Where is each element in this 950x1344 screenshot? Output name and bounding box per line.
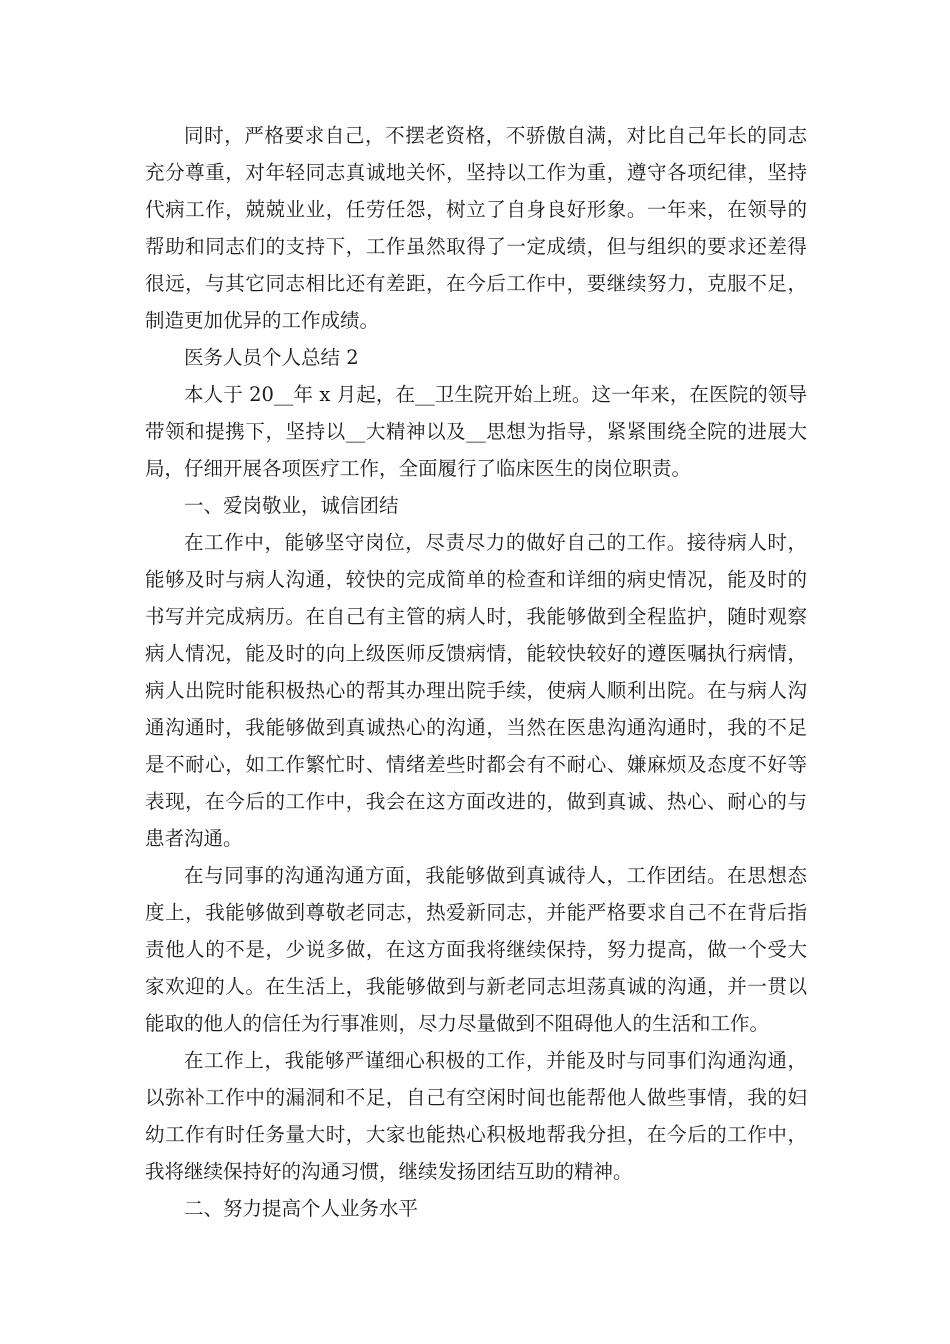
section-heading: 二、努力提高个人业务水平	[184, 1197, 419, 1220]
body-paragraph: 本人于 20__年 x 月起，在__卫生院开始上班。这一年来，在医院的领导带领和提携下，坚持以__大精神以及__思想为指导，紧紧围绕全院的进展大局，仔细开展各项医疗工作，全面履行了临床医生的岗位职责。	[145, 383, 807, 480]
body-paragraph: 在与同事的沟通沟通方面，我能够做到真诚待人，工作团结。在思想态度上，我能够做到尊敬老同志，热爱新同志，并能严格要求自己不在背后指责他人的不是，少说多做，在这方面我将继续保持，努力提高，做一个受大家欢迎的人。在生活上，我能够做到与新老同志坦荡真诚的沟通，并一贯以能取的他人的信任为行事准则，尽力尽量做到不阻碍他人的生活和工作。	[145, 864, 807, 1035]
body-paragraph: 在工作上，我能够严谨细心积极的工作，并能及时与同事们沟通沟通，以弥补工作中的漏洞和不足，自己有空闲时间也能帮他人做些事情，我的妇幼工作有时任务量大时，大家也能热心积极地帮我分担，在今后的工作中，我将继续保持好的沟通习惯，继续发扬团结互助的精神。	[145, 1049, 807, 1183]
body-paragraph: 同时，严格要求自己，不摆老资格，不骄傲自满，对比自己年长的同志充分尊重，对年轻同志真诚地关怀，坚持以工作为重，遵守各项纪律，坚持代病工作，兢兢业业，任劳任怨，树立了自身良好形象。一年来，在领导的帮助和同志们的支持下，工作虽然取得了一定成绩，但与组织的要求还差得很远，与其它同志相比还有差距，在今后工作中，要继续努力，克服不足，制造更加优异的工作成绩。	[145, 124, 807, 332]
section-heading: 一、爱岗敬业，诚信团结	[184, 494, 399, 517]
section-title: 医务人员个人总结 2	[184, 346, 359, 369]
body-paragraph: 在工作中，能够坚守岗位，尽责尽力的做好自己的工作。接待病人时，能够及时与病人沟通，较快的完成简单的检查和详细的病史情况，能及时的书写并完成病历。在自己有主管的病人时，我能够做到全程监护，随时观察病人情况，能及时的向上级医师反馈病情，能较快较好的遵医嘱执行病情，病人出院时能积极热心的帮其办理出院手续，使病人顺利出院。在与病人沟通沟通时，我能够做到真诚热心的沟通，当然在医患沟通沟通时，我的不足是不耐心，如工作繁忙时、情绪差些时都会有不耐心、嫌麻烦及态度不好等表现，在今后的工作中，我会在这方面改进的，做到真诚、热心、耐心的与患者沟通。	[145, 531, 807, 850]
document-body	[145, 117, 807, 1227]
